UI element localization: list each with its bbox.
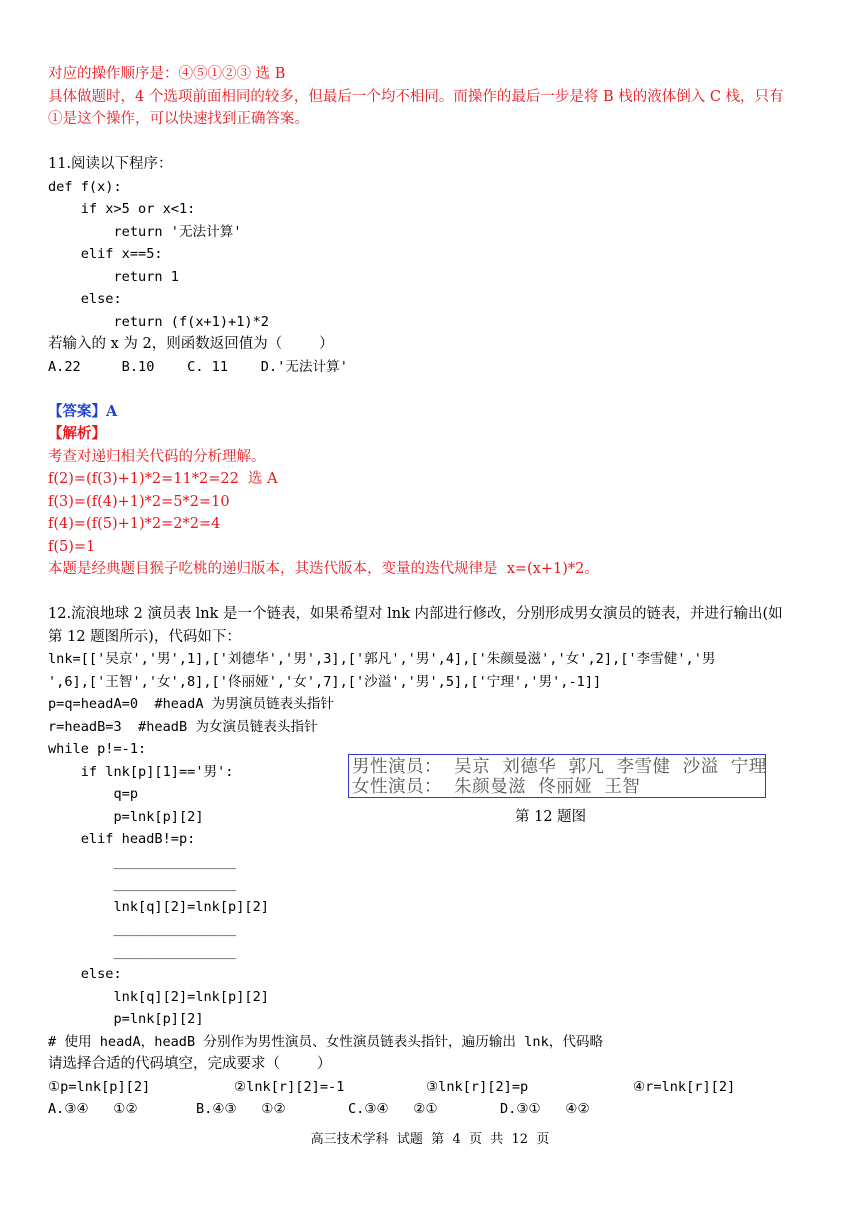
figure-12-box [348,754,766,798]
code-blank: _______________ [48,944,237,960]
code-line: p=lnk[p][2] [48,1011,204,1027]
code-line: elif headB!=p: [48,831,196,847]
analysis-line: f(3)=(f(4)+1)*2=5*2=10 [48,494,230,510]
male-actors-row: 男性演员： 吴京 刘德华 郭凡 李雪健 沙溢 宁理 [352,757,767,777]
code-line: if lnk[p][1]=='男': [48,764,234,780]
question-12-intro: 12.流浪地球 2 演员表 lnk 是一个链表，如果希望对 lnk 内部进行修改，分别形成男女演员的链表，并进行输出(如 [48,606,783,622]
choice-1: ①p=lnk[p][2] [48,1079,151,1095]
code-line: r=headB=3 #headB 为女演员链表头指针 [48,719,318,735]
answer-option-c: C.③④ ②① [348,1101,438,1117]
code-line: p=q=headA=0 #headA 为男演员链表头指针 [48,696,335,712]
code-line: elif x==5: [48,246,163,262]
question-11-stem: 若输入的 x 为 2，则函数返回值为（ ） [48,336,334,352]
code-blank: _______________ [48,876,237,892]
code-line: lnk=[['吴京','男',1],['刘德华','男',3],['郭凡','男',4],['朱颜曼滋','女',2],['李雪健','男 [48,651,716,667]
figure-caption: 第 12 题图 [515,809,587,825]
code-line: else: [48,966,122,982]
analysis-line: 考查对递归相关代码的分析理解。 [48,449,266,465]
analysis-line: 本题是经典题目猴子吃桃的递归版本，其迭代版本，变量的迭代规律是 x=(x+1)*2。 [48,561,599,577]
answer-order-line: 对应的操作顺序是：④⑤①②③ 选 B [48,66,286,82]
code-line: lnk[q][2]=lnk[p][2] [48,899,269,915]
code-line: lnk[q][2]=lnk[p][2] [48,989,269,1005]
code-line: while p!=-1: [48,741,147,757]
answer-explanation-line: ①是这个操作，可以快速找到正确答案。 [48,111,309,127]
choice-3: ③lnk[r][2]=p [426,1079,529,1095]
analysis-line: f(4)=(f(5)+1)*2=2*2=4 [48,516,221,532]
code-line: q=p [48,786,139,802]
question-12-intro: 第 12 题图所示)，代码如下： [48,629,241,645]
code-line: return 1 [48,269,179,285]
code-line: return (f(x+1)+1)*2 [48,314,269,330]
code-line: def f(x): [48,179,122,195]
question-12-prompt: 请选择合适的代码填空，完成要求（ ） [48,1056,332,1072]
female-actors-row: 女性演员： 朱颜曼滋 佟丽娅 王智 [352,777,641,797]
answer-option-d: D.③① ④② [500,1101,590,1117]
page-footer: 高三技术学科 试题 第 4 页 共 12 页 [310,1132,550,1147]
code-line: ',6],['王智','女',8],['佟丽娅','女',7],['沙溢','男',5],['宁理','男',-1]] [48,674,602,690]
code-line: return '无法计算' [48,224,242,240]
choice-4: ④r=lnk[r][2] [633,1079,736,1095]
answer-explanation-line: 具体做题时，4 个选项前面相同的较多，但最后一个均不相同。而操作的最后一步是将 B 栈的液体倒入 C 栈，只有 [48,89,784,105]
answer-option-a: A.③④ ①② [48,1101,138,1117]
answer-option-b: B.④③ ①② [196,1101,286,1117]
analysis-line: f(5)=1 [48,539,96,555]
question-11-title: 11.阅读以下程序： [48,156,173,172]
code-blank: _______________ [48,921,237,937]
code-line: if x>5 or x<1: [48,201,196,217]
choice-2: ②lnk[r][2]=-1 [234,1079,345,1095]
analysis-label: 【解析】 [48,425,106,442]
code-blank: _______________ [48,854,237,870]
analysis-line: f(2)=(f(3)+1)*2=11*2=22 选 A [48,471,278,487]
code-line: else: [48,291,122,307]
code-line: p=lnk[p][2] [48,809,204,825]
question-11-options: A.22 B.10 C. 11 D.'无法计算' [48,359,348,375]
code-comment: # 使用 headA，headB 分别作为男性演员、女性演员链表头指针，遍历输出 lnk，代码略 [48,1034,604,1050]
answer-label: 【答案】A [48,403,118,420]
